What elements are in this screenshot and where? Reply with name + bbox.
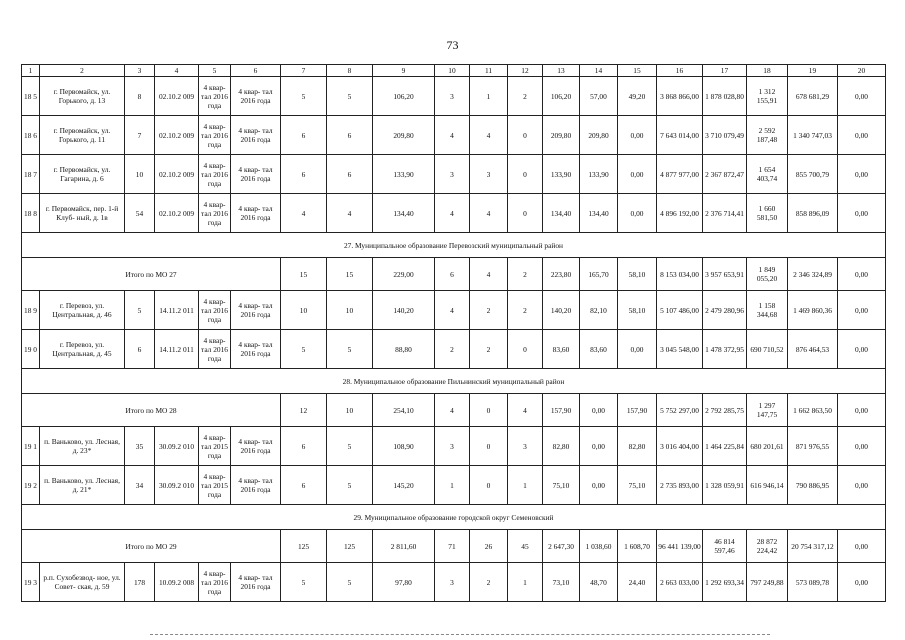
table-row — [22, 563, 886, 602]
table-cell: 7 643 014,00 — [657, 116, 703, 155]
column-number: 12 — [508, 65, 543, 77]
table-cell: 133,90 — [580, 155, 618, 194]
total-cell: 5 752 297,00 — [657, 394, 703, 427]
table-cell: 1 340 747,03 — [788, 116, 838, 155]
table-cell: 134,40 — [543, 194, 580, 233]
table-cell: 133,90 — [543, 155, 580, 194]
table-row — [22, 77, 886, 116]
table-cell: 876 464,53 — [788, 330, 838, 369]
table-cell: 0,00 — [838, 466, 886, 505]
column-number: 11 — [470, 65, 508, 77]
total-cell: 96 441 139,00 — [657, 530, 703, 563]
total-cell: 1 662 863,50 — [788, 394, 838, 427]
total-cell: 1 038,60 — [580, 530, 618, 563]
row-number: 18 6 — [22, 116, 40, 155]
table-cell: 4 квар- тал 2016 года — [231, 291, 281, 330]
table-cell: 106,20 — [543, 77, 580, 116]
table-cell: 3 — [435, 77, 470, 116]
total-cell: 2 647,30 — [543, 530, 580, 563]
table-cell: 4 — [435, 291, 470, 330]
total-cell: 4 — [508, 394, 543, 427]
total-cell: 125 — [327, 530, 373, 563]
total-cell: 2 792 285,75 — [703, 394, 747, 427]
table-cell: 2 479 280,96 — [703, 291, 747, 330]
row-number: 19 0 — [22, 330, 40, 369]
table-cell: 2 592 187,48 — [747, 116, 788, 155]
table-cell: 0,00 — [838, 427, 886, 466]
table-row — [22, 155, 886, 194]
total-cell: 1 608,70 — [618, 530, 657, 563]
table-cell: 1 158 344,68 — [747, 291, 788, 330]
table-cell: 209,80 — [373, 116, 435, 155]
table-cell: 0 — [470, 466, 508, 505]
table-cell: 10.09.2 008 — [155, 563, 199, 602]
table-cell: 2 376 714,41 — [703, 194, 747, 233]
column-number: 10 — [435, 65, 470, 77]
total-cell: 165,70 — [580, 258, 618, 291]
row-number: 19 2 — [22, 466, 40, 505]
total-label: Итого по МО 29 — [22, 530, 281, 563]
table-cell: 0 — [508, 116, 543, 155]
table-cell: 6 — [125, 330, 155, 369]
table-cell: 4 квар- тал 2015 года — [199, 466, 231, 505]
table-cell: 3 710 079,49 — [703, 116, 747, 155]
total-cell: 0,00 — [580, 394, 618, 427]
column-number: 15 — [618, 65, 657, 77]
table-cell: 0,00 — [618, 330, 657, 369]
table-cell: 4 квар- тал 2016 года — [231, 466, 281, 505]
address-cell: п. Ваньково, ул. Лесная, д. 21* — [40, 466, 125, 505]
section-row — [22, 233, 886, 258]
table-cell: 178 — [125, 563, 155, 602]
row-number: 18 5 — [22, 77, 40, 116]
table-cell: 97,80 — [373, 563, 435, 602]
section-title: 29. Муниципальное образование городской округ Семеновский — [22, 505, 886, 530]
total-cell: 0,00 — [838, 530, 886, 563]
address-cell: п. Ваньково, ул. Лесная, д. 23* — [40, 427, 125, 466]
table-cell: 5 — [327, 77, 373, 116]
table-row — [22, 427, 886, 466]
total-row — [22, 258, 886, 291]
table-cell: 57,00 — [580, 77, 618, 116]
total-cell: 157,90 — [618, 394, 657, 427]
table-cell: 4 квар- тал 2016 года — [231, 330, 281, 369]
total-cell: 12 — [281, 394, 327, 427]
total-cell: 157,90 — [543, 394, 580, 427]
table-cell: 0,00 — [618, 116, 657, 155]
table-cell: 4 квар- тал 2016 года — [231, 155, 281, 194]
table-cell: 4 — [281, 194, 327, 233]
table-cell: 34 — [125, 466, 155, 505]
table-cell: 0,00 — [838, 116, 886, 155]
table-cell: 2 — [470, 291, 508, 330]
table-cell: 1 660 581,50 — [747, 194, 788, 233]
column-number: 6 — [231, 65, 281, 77]
table-cell: 6 — [327, 155, 373, 194]
total-cell: 0,00 — [838, 394, 886, 427]
table-cell: 858 896,09 — [788, 194, 838, 233]
table-cell: 3 — [435, 563, 470, 602]
address-cell: г. Первомайск, ул. Горького, д. 13 — [40, 77, 125, 116]
table-cell: 209,80 — [543, 116, 580, 155]
total-cell: 1 297 147,75 — [747, 394, 788, 427]
table-cell: 1 328 059,91 — [703, 466, 747, 505]
table-row — [22, 466, 886, 505]
table-cell: 1 469 860,36 — [788, 291, 838, 330]
row-number: 18 7 — [22, 155, 40, 194]
page-number: 73 — [446, 38, 459, 52]
table-cell: 6 — [281, 116, 327, 155]
table-cell: 0,00 — [838, 194, 886, 233]
table-cell: 3 868 866,00 — [657, 77, 703, 116]
total-cell: 223,80 — [543, 258, 580, 291]
total-cell: 45 — [508, 530, 543, 563]
address-cell: г. Первомайск, ул. Гагарина, д. 6 — [40, 155, 125, 194]
table-cell: 4 877 977,00 — [657, 155, 703, 194]
total-label: Итого по МО 28 — [22, 394, 281, 427]
table-row — [22, 116, 886, 155]
table-cell: 797 249,88 — [747, 563, 788, 602]
total-cell: 71 — [435, 530, 470, 563]
table-cell: 4 квар- тал 2016 года — [199, 291, 231, 330]
table-cell: 48,70 — [580, 563, 618, 602]
table-cell: 134,40 — [373, 194, 435, 233]
table-cell: 30.09.2 010 — [155, 427, 199, 466]
column-number: 18 — [747, 65, 788, 77]
row-number: 19 3 — [22, 563, 40, 602]
table-cell: 83,60 — [543, 330, 580, 369]
table-cell: 6 — [281, 155, 327, 194]
column-number: 17 — [703, 65, 747, 77]
table-cell: 4 — [470, 116, 508, 155]
table-cell: 140,20 — [373, 291, 435, 330]
table-cell: 4 квар- тал 2016 года — [199, 77, 231, 116]
column-number: 5 — [199, 65, 231, 77]
table-cell: 3 045 548,00 — [657, 330, 703, 369]
table-cell: 24,40 — [618, 563, 657, 602]
table-cell: 3 — [435, 155, 470, 194]
table-cell: 140,20 — [543, 291, 580, 330]
table-cell: 7 — [125, 116, 155, 155]
table-cell: 5 107 486,00 — [657, 291, 703, 330]
table-cell: 2 — [508, 77, 543, 116]
table-cell: 0,00 — [838, 77, 886, 116]
table-cell: 1 — [508, 563, 543, 602]
section-title: 28. Муниципальное образование Пильнинский муниципальный район — [22, 369, 886, 394]
table-cell: 2 367 872,47 — [703, 155, 747, 194]
table-cell: 0 — [508, 155, 543, 194]
table-cell: 14.11.2 011 — [155, 330, 199, 369]
table-cell: 2 — [470, 563, 508, 602]
total-cell: 10 — [327, 394, 373, 427]
table-cell: 1 — [435, 466, 470, 505]
table-cell: 616 946,14 — [747, 466, 788, 505]
table-cell: 4 — [435, 116, 470, 155]
table-cell: 1 — [508, 466, 543, 505]
total-cell: 20 754 317,12 — [788, 530, 838, 563]
table-cell: 4 квар- тал 2016 года — [231, 116, 281, 155]
table-cell: 4 квар- тал 2016 года — [199, 563, 231, 602]
column-number: 3 — [125, 65, 155, 77]
column-number: 7 — [281, 65, 327, 77]
address-cell: г. Перевоз, ул. Центральная, д. 45 — [40, 330, 125, 369]
table-cell: 02.10.2 009 — [155, 116, 199, 155]
section-row — [22, 369, 886, 394]
total-row — [22, 394, 886, 427]
table-cell: 145,20 — [373, 466, 435, 505]
table-cell: 2 — [470, 330, 508, 369]
table-cell: 14.11.2 011 — [155, 291, 199, 330]
table-cell: 82,80 — [543, 427, 580, 466]
table-cell: 35 — [125, 427, 155, 466]
column-number: 14 — [580, 65, 618, 77]
table-cell: 6 — [281, 466, 327, 505]
table-cell: 690 710,52 — [747, 330, 788, 369]
column-number: 1 — [22, 65, 40, 77]
table-cell: 54 — [125, 194, 155, 233]
table-cell: 1 292 693,34 — [703, 563, 747, 602]
table-cell: 4 квар- тал 2016 года — [231, 77, 281, 116]
table-cell: 4 квар- тал 2016 года — [199, 194, 231, 233]
table-cell: 0 — [508, 330, 543, 369]
column-number: 2 — [40, 65, 125, 77]
table-cell: 0,00 — [618, 155, 657, 194]
total-cell: 26 — [470, 530, 508, 563]
table-cell: 0 — [508, 194, 543, 233]
table-cell: 5 — [281, 77, 327, 116]
total-cell: 28 872 224,42 — [747, 530, 788, 563]
table-cell: 3 — [435, 427, 470, 466]
table-cell: 0,00 — [838, 330, 886, 369]
table-cell: 5 — [125, 291, 155, 330]
table-cell: 4 квар- тал 2016 года — [199, 330, 231, 369]
total-cell: 2 — [508, 258, 543, 291]
table-cell: 855 700,79 — [788, 155, 838, 194]
table-cell: 1 478 372,95 — [703, 330, 747, 369]
table-cell: 5 — [281, 330, 327, 369]
table-cell: 0,00 — [838, 291, 886, 330]
total-row — [22, 530, 886, 563]
footer-divider — [150, 634, 770, 636]
total-cell: 0 — [470, 394, 508, 427]
total-cell: 6 — [435, 258, 470, 291]
section-row — [22, 505, 886, 530]
table-cell: 8 — [125, 77, 155, 116]
table-cell: 5 — [327, 563, 373, 602]
table-cell: 4 квар- тал 2016 года — [231, 427, 281, 466]
table-cell: 10 — [327, 291, 373, 330]
table-cell: 6 — [281, 427, 327, 466]
total-cell: 15 — [327, 258, 373, 291]
total-cell: 229,00 — [373, 258, 435, 291]
table-cell: 3 — [470, 155, 508, 194]
address-cell: г. Первомайск, ул. Горького, д. 11 — [40, 116, 125, 155]
total-cell: 254,10 — [373, 394, 435, 427]
table-cell: 82,10 — [580, 291, 618, 330]
total-cell: 2 346 324,89 — [788, 258, 838, 291]
table-cell: 209,80 — [580, 116, 618, 155]
table-cell: 02.10.2 009 — [155, 77, 199, 116]
table-cell: 0,00 — [580, 466, 618, 505]
table-cell: 2 — [435, 330, 470, 369]
table-cell: 5 — [327, 466, 373, 505]
table-cell: 573 089,78 — [788, 563, 838, 602]
table-cell: 2 — [508, 291, 543, 330]
table-cell: 73,10 — [543, 563, 580, 602]
table-cell: 2 663 033,00 — [657, 563, 703, 602]
table-cell: 75,10 — [618, 466, 657, 505]
row-number: 18 8 — [22, 194, 40, 233]
table-cell: 0,00 — [838, 563, 886, 602]
table-cell: 790 886,95 — [788, 466, 838, 505]
table-cell: 134,40 — [580, 194, 618, 233]
table-row — [22, 330, 886, 369]
table-cell: 0,00 — [580, 427, 618, 466]
row-number: 19 1 — [22, 427, 40, 466]
table-cell: 5 — [327, 427, 373, 466]
column-number: 20 — [838, 65, 886, 77]
table-cell: 4 квар- тал 2016 года — [231, 194, 281, 233]
address-cell: г. Перевоз, ул. Центральная, д. 46 — [40, 291, 125, 330]
total-cell: 2 811,60 — [373, 530, 435, 563]
total-label: Итого по МО 27 — [22, 258, 281, 291]
column-number: 13 — [543, 65, 580, 77]
table-cell: 83,60 — [580, 330, 618, 369]
total-cell: 15 — [281, 258, 327, 291]
table-row — [22, 291, 886, 330]
total-cell: 4 — [435, 394, 470, 427]
table-cell: 1 — [470, 77, 508, 116]
table-cell: 1 312 155,91 — [747, 77, 788, 116]
table-cell: 10 — [281, 291, 327, 330]
table-cell: 5 — [281, 563, 327, 602]
address-cell: г. Первомайск, пер. 1-й Клуб- ный, д. 1в — [40, 194, 125, 233]
total-cell: 8 153 034,00 — [657, 258, 703, 291]
table-cell: 871 976,55 — [788, 427, 838, 466]
table-cell: 0 — [470, 427, 508, 466]
section-title: 27. Муниципальное образование Перевозский муниципальный район — [22, 233, 886, 258]
table-cell: 02.10.2 009 — [155, 155, 199, 194]
total-cell: 0,00 — [838, 258, 886, 291]
table-cell: 4 896 192,00 — [657, 194, 703, 233]
table-cell: 108,90 — [373, 427, 435, 466]
table-cell: 2 735 893,00 — [657, 466, 703, 505]
table-cell: 88,80 — [373, 330, 435, 369]
table-cell: 3 016 404,00 — [657, 427, 703, 466]
table-cell: 4 квар- тал 2015 года — [199, 427, 231, 466]
table-cell: 5 — [327, 330, 373, 369]
column-number: 8 — [327, 65, 373, 77]
table-cell: 680 201,61 — [747, 427, 788, 466]
column-number: 19 — [788, 65, 838, 77]
table-cell: 4 квар- тал 2016 года — [231, 563, 281, 602]
total-cell: 1 849 055,20 — [747, 258, 788, 291]
table-cell: 75,10 — [543, 466, 580, 505]
table-cell: 4 — [327, 194, 373, 233]
table-cell: 1 464 225,84 — [703, 427, 747, 466]
table-cell: 678 681,29 — [788, 77, 838, 116]
column-number: 9 — [373, 65, 435, 77]
address-cell: р.п. Сухобезвод- ное, ул. Совет- ская, д. 59 — [40, 563, 125, 602]
total-cell: 3 957 653,91 — [703, 258, 747, 291]
column-number: 4 — [155, 65, 199, 77]
table-cell: 4 — [435, 194, 470, 233]
table-cell: 4 квар- тал 2016 года — [199, 155, 231, 194]
table-cell: 82,80 — [618, 427, 657, 466]
total-cell: 125 — [281, 530, 327, 563]
table-cell: 6 — [327, 116, 373, 155]
table-cell: 02.10.2 009 — [155, 194, 199, 233]
total-cell: 58,10 — [618, 258, 657, 291]
column-number: 16 — [657, 65, 703, 77]
table-cell: 3 — [508, 427, 543, 466]
table-cell: 1 654 403,74 — [747, 155, 788, 194]
table-cell: 133,90 — [373, 155, 435, 194]
table-cell: 4 — [470, 194, 508, 233]
table-cell: 58,10 — [618, 291, 657, 330]
table-cell: 0,00 — [618, 194, 657, 233]
register-table — [21, 64, 886, 602]
row-number: 18 9 — [22, 291, 40, 330]
table-cell: 30.09.2 010 — [155, 466, 199, 505]
table-cell: 106,20 — [373, 77, 435, 116]
table-cell: 4 квар- тал 2016 года — [199, 116, 231, 155]
table-cell: 1 878 028,80 — [703, 77, 747, 116]
column-number-row — [22, 65, 886, 77]
table-cell: 0,00 — [838, 155, 886, 194]
table-cell: 49,20 — [618, 77, 657, 116]
total-cell: 46 814 597,46 — [703, 530, 747, 563]
table-cell: 10 — [125, 155, 155, 194]
table-row — [22, 194, 886, 233]
total-cell: 4 — [470, 258, 508, 291]
